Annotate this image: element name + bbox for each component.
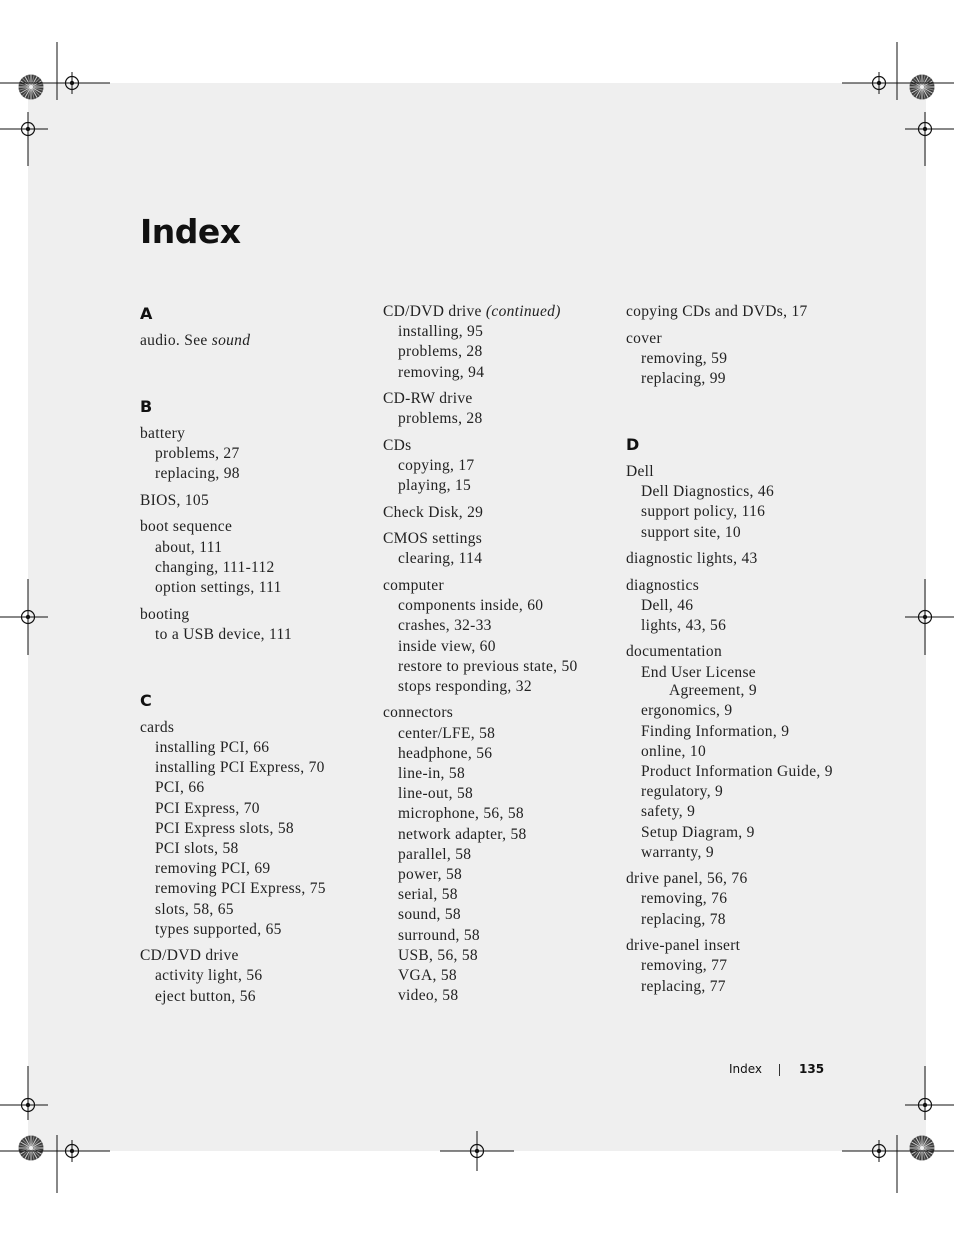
index-entry xyxy=(140,332,250,350)
color-target-center xyxy=(920,85,924,89)
index-subentry xyxy=(398,617,492,635)
index-entry xyxy=(383,437,411,455)
entry-text: surround, 58 xyxy=(398,926,480,944)
index-subentry xyxy=(398,846,471,864)
index-entry xyxy=(383,704,453,722)
index-subentry xyxy=(641,803,695,821)
entry-text: activity light, 56 xyxy=(155,967,263,985)
index-letter-heading: D xyxy=(626,434,640,454)
entry-text: stops responding, 32 xyxy=(398,677,532,695)
footer-section-label: Index xyxy=(729,1062,763,1076)
index-subentry xyxy=(641,890,727,908)
index-subentry xyxy=(641,763,833,781)
entry-text: CDs xyxy=(383,436,412,454)
entry-text: safety, 9 xyxy=(641,803,696,821)
index-subentry xyxy=(398,323,483,341)
entry-text: End User License xyxy=(641,663,756,681)
entry-text: to a USB device, 111 xyxy=(155,625,293,643)
index-subentry xyxy=(641,783,723,801)
entry-text: about, 111 xyxy=(155,538,223,556)
index-entry xyxy=(626,870,748,888)
entry-text: Agreement, 9 xyxy=(669,682,757,700)
entry-text: computer xyxy=(383,576,444,594)
entry-text: copying, 17 xyxy=(398,457,475,474)
entry-text: video, 58 xyxy=(398,987,459,1005)
entry-text: slots, 58, 65 xyxy=(155,900,234,918)
entry-text: cards xyxy=(140,718,175,736)
index-subentry xyxy=(398,927,480,945)
entry-text: diagnostic lights, 43 xyxy=(626,550,758,567)
entry-text: warranty, 9 xyxy=(641,843,714,861)
entry-text: installing PCI Express, 70 xyxy=(155,759,325,777)
index-subentry xyxy=(398,343,483,361)
index-subentry xyxy=(398,866,462,884)
entry-text: clearing, 114 xyxy=(398,550,483,568)
entry-text: sound, 58 xyxy=(398,906,461,924)
index-subentry xyxy=(641,824,755,842)
index-subentry xyxy=(155,901,234,919)
entry-text: removing, 59 xyxy=(641,349,728,367)
color-target-center xyxy=(920,1146,924,1150)
entry-text: parallel, 58 xyxy=(398,845,472,863)
index-subentry xyxy=(155,921,282,939)
entry-text: booting xyxy=(140,605,190,623)
index-entry xyxy=(383,303,561,321)
index-subentry xyxy=(669,682,757,700)
index-subentry xyxy=(641,370,726,388)
entry-text: Dell, 46 xyxy=(641,596,694,614)
entry-text: installing, 95 xyxy=(398,323,484,341)
entry-text: replacing, 77 xyxy=(641,977,726,995)
entry-text: problems, 28 xyxy=(398,410,483,428)
entry-text: CD/DVD drive xyxy=(140,947,239,965)
entry-text: installing PCI, 66 xyxy=(155,738,270,756)
entry-text: removing PCI Express, 75 xyxy=(155,880,326,898)
index-subentry xyxy=(155,800,260,818)
index-entry xyxy=(140,492,209,510)
entry-text: battery xyxy=(140,425,186,442)
index-subentry xyxy=(155,759,325,777)
index-subentry xyxy=(398,364,484,382)
index-subentry xyxy=(398,410,483,428)
index-entry xyxy=(626,643,722,661)
entry-text: VGA, 58 xyxy=(398,967,457,984)
index-subentry xyxy=(398,906,461,924)
index-subentry xyxy=(155,860,270,878)
index-subentry xyxy=(398,658,578,676)
index-subentry xyxy=(398,765,465,783)
page-number: 135 xyxy=(799,1062,825,1076)
entry-italic-text: (continued) xyxy=(485,303,561,320)
index-subentry xyxy=(398,886,458,904)
entry-text: drive panel, 56, 76 xyxy=(626,870,748,888)
entry-text: headphone, 56 xyxy=(398,744,493,762)
index-entry xyxy=(626,303,808,321)
entry-text: Dell xyxy=(626,462,654,480)
index-subentry xyxy=(155,559,275,577)
index-subentry xyxy=(641,664,756,682)
entry-text: cover xyxy=(626,329,662,347)
entry-text: PCI, 66 xyxy=(155,779,205,797)
entry-text: Finding Information, 9 xyxy=(641,722,790,740)
entry-text: PCI slots, 58 xyxy=(155,839,239,857)
index-entry xyxy=(140,947,239,965)
entry-text: regulatory, 9 xyxy=(641,783,724,801)
entry-text: PCI Express, 70 xyxy=(155,799,260,817)
entry-text: support site, 10 xyxy=(641,523,741,541)
index-subentry xyxy=(155,779,204,797)
entry-text: USB, 56, 58 xyxy=(398,946,478,964)
entry-text: restore to previous state, 50 xyxy=(398,657,578,675)
index-subentry xyxy=(398,805,524,823)
index-subentry xyxy=(398,987,458,1005)
index-subentry xyxy=(155,967,262,985)
entry-text: ergonomics, 9 xyxy=(641,702,733,720)
entry-text: components inside, 60 xyxy=(398,597,544,615)
entry-text: Dell Diagnostics, 46 xyxy=(641,483,774,501)
footer-divider xyxy=(779,1064,780,1076)
entry-text: audio. See xyxy=(140,332,212,349)
index-subentry xyxy=(641,911,726,929)
index-entry xyxy=(383,530,482,548)
entry-text: center/LFE, 58 xyxy=(398,724,496,742)
index-entry xyxy=(140,518,232,536)
index-entry xyxy=(626,937,740,955)
index-subentry xyxy=(155,445,240,463)
color-target-center xyxy=(29,1146,33,1150)
index-subentry xyxy=(641,978,726,996)
index-subentry xyxy=(641,350,727,368)
entry-text: line-out, 58 xyxy=(398,785,474,803)
index-entry xyxy=(626,550,758,568)
entry-text: CD-RW drive xyxy=(383,390,473,408)
index-subentry xyxy=(641,957,727,975)
index-entry xyxy=(626,463,654,481)
index-subentry xyxy=(641,503,765,521)
index-subentry xyxy=(641,723,789,741)
index-subentry xyxy=(398,457,475,475)
entry-text: Product Information Guide, 9 xyxy=(641,762,833,780)
entry-italic-text: sound xyxy=(211,332,251,349)
index-entry xyxy=(140,425,185,443)
entry-text: copying CDs and DVDs, 17 xyxy=(626,303,808,320)
index-entry xyxy=(383,390,473,408)
entry-text: CMOS settings xyxy=(383,530,483,548)
entry-text: network adapter, 58 xyxy=(398,825,527,843)
index-entry xyxy=(140,719,174,737)
entry-text: PCI Express slots, 58 xyxy=(155,819,294,837)
entry-text: CD/DVD drive xyxy=(383,303,486,320)
index-subentry xyxy=(155,739,269,757)
entry-text: drive-panel insert xyxy=(626,937,741,955)
index-subentry xyxy=(155,579,282,597)
entry-text: power, 58 xyxy=(398,866,463,883)
index-subentry xyxy=(641,524,741,542)
entry-text: support policy, 116 xyxy=(641,503,766,521)
entry-text: microphone, 56, 58 xyxy=(398,805,524,823)
index-entry xyxy=(626,330,662,348)
entry-text: replacing, 98 xyxy=(155,465,240,483)
entry-text: inside view, 60 xyxy=(398,637,496,655)
index-subentry xyxy=(155,626,292,644)
entry-text: playing, 15 xyxy=(398,477,472,495)
entry-text: Setup Diagram, 9 xyxy=(641,823,755,841)
entry-text: removing, 77 xyxy=(641,957,728,975)
entry-text: boot sequence xyxy=(140,518,233,536)
index-entry xyxy=(626,577,699,595)
index-subentry xyxy=(641,483,774,501)
index-entry xyxy=(383,577,444,595)
index-subentry xyxy=(155,840,239,858)
index-subentry xyxy=(641,844,714,862)
color-target-center xyxy=(29,85,33,89)
entry-text: online, 10 xyxy=(641,742,706,760)
entry-text: diagnostics xyxy=(626,576,700,594)
entry-text: replacing, 99 xyxy=(641,369,726,387)
index-subentry xyxy=(155,820,294,838)
index-subentry xyxy=(398,597,543,615)
entry-text: option settings, 111 xyxy=(155,579,282,596)
index-subentry xyxy=(398,550,482,568)
index-entry xyxy=(140,606,189,624)
index-subentry xyxy=(398,477,471,495)
index-subentry xyxy=(398,678,532,696)
index-entry xyxy=(383,504,483,522)
index-subentry xyxy=(155,988,256,1006)
entry-text: BIOS, 105 xyxy=(140,491,210,509)
index-subentry xyxy=(398,745,492,763)
entry-text: replacing, 78 xyxy=(641,910,726,928)
entry-text: serial, 58 xyxy=(398,886,458,904)
entry-text: problems, 28 xyxy=(398,343,483,361)
entry-text: connectors xyxy=(383,704,454,722)
entry-text: Check Disk, 29 xyxy=(383,503,484,521)
index-subentry xyxy=(641,702,732,720)
index-subentry xyxy=(398,785,473,803)
entry-text: eject button, 56 xyxy=(155,987,256,1005)
index-subentry xyxy=(398,967,457,985)
index-subentry xyxy=(398,725,495,743)
index-letter-heading: C xyxy=(140,690,152,710)
index-letter-heading: B xyxy=(140,397,153,416)
page-title: Index xyxy=(140,212,241,251)
index-letter-heading: A xyxy=(140,304,153,323)
entry-text: removing, 94 xyxy=(398,363,485,381)
index-subentry xyxy=(155,539,222,557)
index-subentry xyxy=(155,465,240,483)
entry-text: removing, 76 xyxy=(641,890,728,908)
entry-text: changing, 111-112 xyxy=(155,558,275,576)
entry-text: line-in, 58 xyxy=(398,765,466,782)
index-subentry xyxy=(398,947,478,965)
index-subentry xyxy=(641,743,706,761)
index-subentry xyxy=(155,880,326,898)
entry-text: lights, 43, 56 xyxy=(641,616,727,634)
index-subentry xyxy=(398,826,527,844)
entry-text: documentation xyxy=(626,643,723,661)
entry-text: crashes, 32-33 xyxy=(398,617,492,635)
entry-text: problems, 27 xyxy=(155,445,240,463)
index-subentry xyxy=(641,617,726,635)
entry-text: removing PCI, 69 xyxy=(155,860,271,878)
index-subentry xyxy=(641,597,693,615)
index-subentry xyxy=(398,638,496,656)
entry-text: types supported, 65 xyxy=(155,920,282,938)
